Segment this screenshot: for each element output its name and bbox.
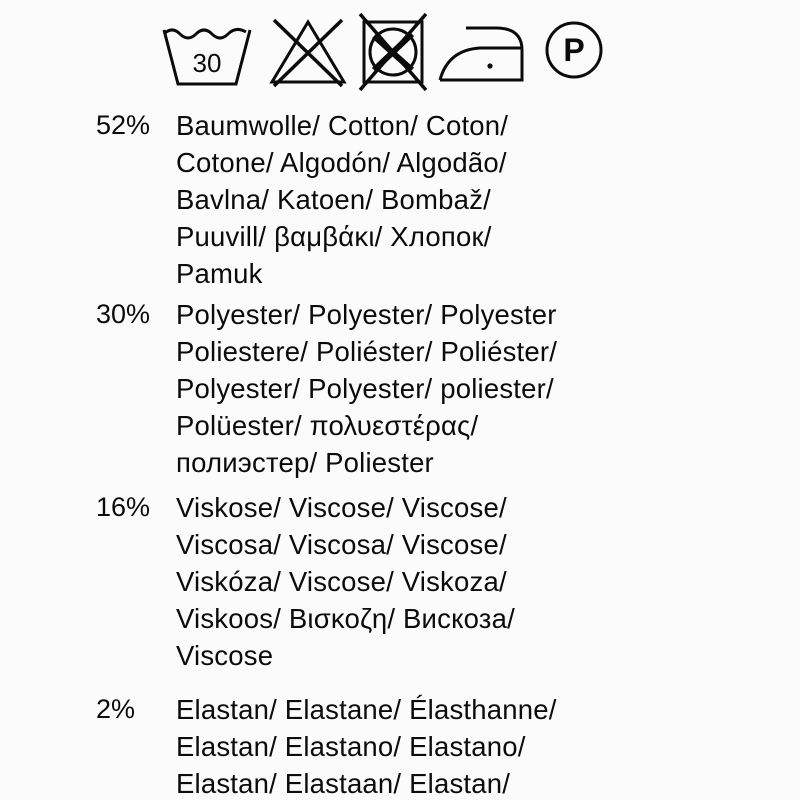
fiber-name-line: Elastan/ Elastane/ Élasthanne/ <box>176 694 557 725</box>
composition-percent: 2% <box>96 694 136 724</box>
fiber-name-line: Poliestere/ Poliéster/ Poliéster/ <box>176 336 558 367</box>
fiber-name-line: Polyester/ Polyester/ poliester/ <box>176 373 554 404</box>
fiber-name-line: Viskóza/ Viscose/ Viskoza/ <box>176 566 507 597</box>
fiber-name-line: Baumwolle/ Cotton/ Coton/ <box>176 110 509 141</box>
fiber-name-line: Polyester/ Polyester/ Polyester <box>176 299 557 330</box>
fiber-name-line: Pamuk <box>176 258 263 289</box>
fiber-name-line: Elastan/ Elastaan/ Elastan/ <box>176 768 511 799</box>
composition-percent: 30% <box>96 299 151 329</box>
fiber-name-line: Viskoos/ Βισκοζη/ Вискоза/ <box>176 603 515 634</box>
fiber-name-line: Viskose/ Viscose/ Viscose/ <box>176 492 507 523</box>
fiber-name-line: Viscose <box>176 640 274 671</box>
fiber-names <box>176 489 716 674</box>
dry-clean-letter: P <box>563 32 585 68</box>
fiber-name-line: Bavlna/ Katoen/ Bombaž/ <box>176 184 491 215</box>
fiber-name-line: Cotone/ Algodón/ Algodão/ <box>176 147 507 178</box>
fiber-name-line: Polüester/ πολυεστέρας/ <box>176 410 479 441</box>
fiber-names <box>176 107 716 292</box>
fiber-name-line: Puuvill/ βαμβάκι/ Хлопок/ <box>176 221 492 252</box>
fiber-names <box>176 691 716 800</box>
composition-percent: 52% <box>96 110 151 140</box>
composition-percent: 16% <box>96 492 151 522</box>
fiber-name-line: Viscosa/ Viscosa/ Viscose/ <box>176 529 507 560</box>
wash-temperature: 30 <box>192 48 222 78</box>
fiber-names <box>176 296 716 481</box>
fiber-name-line: Elastan/ Elastano/ Elastano/ <box>176 731 526 762</box>
fiber-name-line: полиэстер/ Poliester <box>176 447 434 478</box>
